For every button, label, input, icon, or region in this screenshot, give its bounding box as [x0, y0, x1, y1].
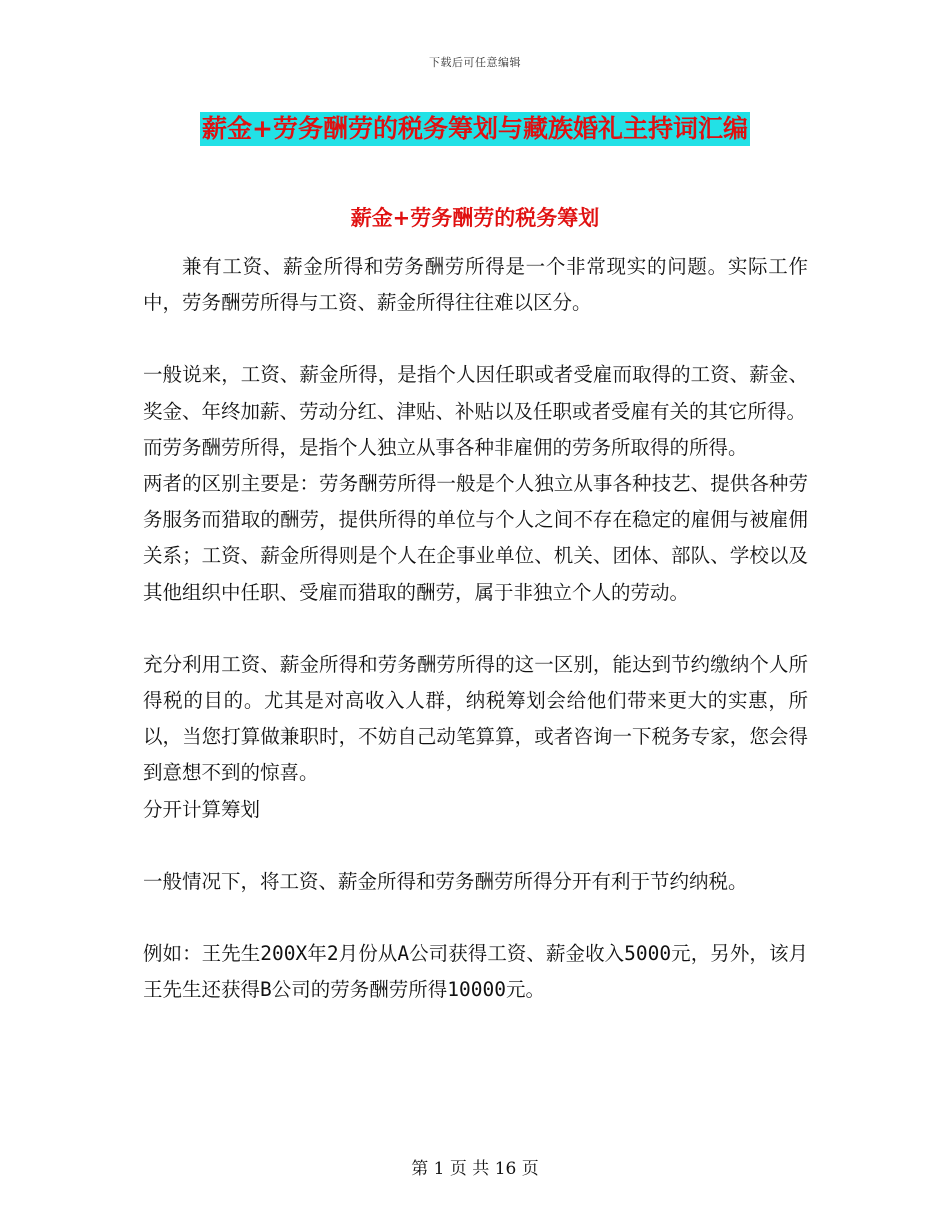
section-title: 薪金+劳务酬劳的税务筹划 [350, 206, 600, 230]
document-title: 薪金+劳务酬劳的税务筹划与藏族婚礼主持词汇编 [200, 112, 750, 146]
body-text [143, 249, 808, 1008]
subheading: 分开计算筹划 [143, 797, 261, 821]
paragraph-gap [143, 828, 808, 864]
paragraph: 充分利用工资、薪金所得和劳务酬劳所得的这一区别，能达到节约缴纳个人所得税的目的。尤其是对高收入人群，纳税筹划会给他们带来更大的实惠，所以，当您打算做兼职时，不妨自己动笔算算，或者咨询一下税务专家，您会得到意想不到的惊喜。 [143, 652, 808, 785]
paragraph: 两者的区别主要是：劳务酬劳所得一般是个人独立从事各种技艺、提供各种劳务服务而猎取的酬劳，提供所得的单位与个人之间不存在稳定的雇佣与被雇佣关系；工资、薪金所得则是个人在企事业单位、机关、团体、部队、学校以及其他组织中任职、受雇而猎取的酬劳，属于非独立个人的劳动。 [143, 472, 808, 604]
paragraph-gap [143, 321, 808, 357]
paragraph-gap [143, 900, 808, 936]
document-title-wrap [0, 112, 950, 146]
page-footer: 第 1 页 共 16 页 [411, 1159, 539, 1179]
paragraph-gap [143, 611, 808, 647]
paragraph: 一般情况下，将工资、薪金所得和劳务酬劳所得分开有利于节约纳税。 [143, 869, 748, 893]
paragraph: 例如：王先生200X年2月份从A公司获得工资、薪金收入5000元，另外，该月王先生还获得B公司的劳务酬劳所得10000元。 [143, 942, 808, 1002]
paragraph: 一般说来，工资、薪金所得，是指个人因任职或者受雇而取得的工资、薪金、奖金、年终加薪、劳动分红、津贴、补贴以及任职或者受雇有关的其它所得。 [143, 363, 808, 423]
header-note: 下载后可任意编辑 [429, 56, 521, 69]
paragraph: 而劳务酬劳所得，是指个人独立从事各种非雇佣的劳务所取得的所得。 [143, 435, 748, 459]
paragraph: 兼有工资、薪金所得和劳务酬劳所得是一个非常现实的问题。实际工作中，劳务酬劳所得与工资、薪金所得往往难以区分。 [143, 255, 808, 315]
